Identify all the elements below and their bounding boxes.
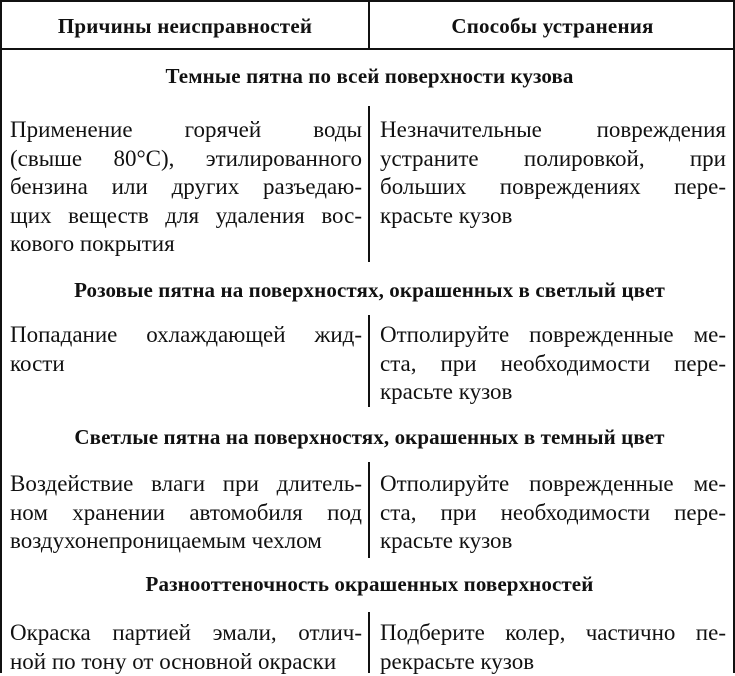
- remedy-line: рекрасьте кузов: [380, 648, 726, 676]
- cause-dark-spots: [10, 116, 362, 259]
- section-title-dark-spots: Темные пятна по всей поверхности кузова: [2, 64, 735, 89]
- remedy-line: Незначительные повреждения: [380, 116, 726, 145]
- cause-line: ном хранении автомобиля под: [10, 499, 362, 528]
- section-title-light-spots: Светлые пятна на поверхностях, окрашенных в темный цвет: [2, 425, 735, 450]
- remedy-line: больших повреждениях пере-: [380, 173, 726, 202]
- remedy-dark-spots: [380, 116, 726, 230]
- cause-line: Применение горячей воды: [10, 116, 362, 145]
- column-divider: [368, 315, 370, 407]
- header-causes: Причины неисправностей: [2, 2, 368, 50]
- cause-line: воздухонепроницаемым чехлом: [10, 527, 362, 556]
- cause-line: Попадание охлаждающей жид-: [10, 321, 362, 350]
- remedy-line: красьте кузов: [380, 378, 726, 407]
- section-title-shade-difference: Разнооттеночность окрашенных поверхностей: [2, 572, 735, 597]
- column-divider: [368, 612, 370, 673]
- column-divider: [368, 462, 370, 558]
- cause-shade-difference: [10, 619, 362, 676]
- column-divider: [368, 106, 370, 262]
- cause-line: Окраска партией эмали, отлич-: [10, 619, 362, 648]
- cause-line: ной по тону от основной окраски: [10, 648, 362, 676]
- cause-light-spots: [10, 470, 362, 556]
- cause-line: (свыше 80°С), этилированного: [10, 145, 362, 174]
- remedy-line: Отполируйте поврежденные ме-: [380, 470, 726, 499]
- remedy-pink-spots: [380, 321, 726, 407]
- cause-line: Воздействие влаги при длитель-: [10, 470, 362, 499]
- cause-line: щих веществ для удаления вос-: [10, 202, 362, 231]
- cause-line: кости: [10, 350, 362, 379]
- section-title-pink-spots: Розовые пятна на поверхностях, окрашенных в светлый цвет: [2, 278, 735, 303]
- cause-pink-spots: [10, 321, 362, 378]
- header-remedies: Способы устранения: [368, 2, 735, 50]
- cause-line: кового покрытия: [10, 230, 362, 259]
- remedy-line: красьте кузов: [380, 527, 726, 556]
- remedy-line: Отполируйте поврежденные ме-: [380, 321, 726, 350]
- remedy-light-spots: [380, 470, 726, 556]
- remedy-line: ста, при необходимости пере-: [380, 499, 726, 528]
- remedy-line: красьте кузов: [380, 202, 726, 231]
- remedy-line: ста, при необходимости пере-: [380, 350, 726, 379]
- table-header: [2, 0, 735, 50]
- remedy-line: Подберите колер, частично пе-: [380, 619, 726, 648]
- remedy-line: устраните полировкой, при: [380, 145, 726, 174]
- remedy-shade-difference: [380, 619, 726, 676]
- cause-line: бензина или других разъедаю-: [10, 173, 362, 202]
